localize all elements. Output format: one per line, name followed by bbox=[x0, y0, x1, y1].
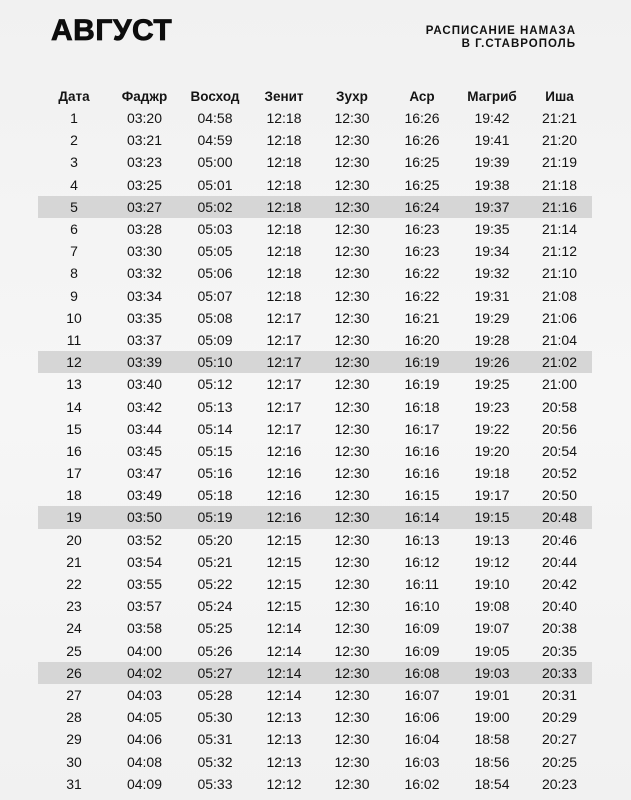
cell-isha: 20:27 bbox=[541, 731, 578, 748]
cell-asr: 16:19 bbox=[404, 354, 440, 371]
cell-asr: 16:12 bbox=[404, 553, 440, 570]
cell-sunrise: 05:27 bbox=[197, 664, 233, 681]
cell-dhuhr: 12:30 bbox=[334, 642, 370, 659]
cell-date: 21 bbox=[66, 553, 82, 570]
cell-isha: 20:44 bbox=[541, 553, 578, 570]
cell-dhuhr: 12:30 bbox=[334, 442, 370, 459]
table-row bbox=[38, 595, 592, 617]
cell-sunrise: 05:13 bbox=[197, 398, 233, 415]
cell-isha: 21:20 bbox=[541, 132, 578, 149]
cell-date: 17 bbox=[66, 465, 82, 482]
cell-sunrise: 05:08 bbox=[197, 309, 233, 326]
table-row bbox=[38, 373, 592, 395]
cell-sunrise: 05:18 bbox=[197, 487, 233, 504]
prayer-times-table bbox=[38, 85, 592, 795]
cell-asr: 16:23 bbox=[404, 243, 440, 260]
cell-sunrise: 05:26 bbox=[197, 642, 233, 659]
column-header-sunrise: Восход bbox=[190, 88, 240, 104]
cell-maghrib: 19:29 bbox=[474, 309, 510, 326]
table-row bbox=[38, 440, 592, 462]
cell-isha: 20:25 bbox=[541, 753, 578, 770]
cell-date: 13 bbox=[66, 376, 82, 393]
cell-dhuhr: 12:30 bbox=[334, 775, 370, 792]
cell-maghrib: 19:28 bbox=[474, 331, 510, 348]
cell-maghrib: 19:23 bbox=[474, 398, 510, 415]
cell-isha: 20:56 bbox=[541, 420, 578, 437]
cell-zenith: 12:14 bbox=[266, 664, 302, 681]
cell-date: 8 bbox=[70, 265, 78, 282]
cell-sunrise: 05:33 bbox=[197, 775, 233, 792]
cell-asr: 16:26 bbox=[404, 132, 440, 149]
cell-fajr: 04:06 bbox=[126, 731, 163, 748]
cell-asr: 16:17 bbox=[404, 420, 440, 437]
cell-isha: 20:23 bbox=[541, 775, 578, 792]
cell-fajr: 03:44 bbox=[126, 420, 163, 437]
cell-isha: 21:18 bbox=[541, 176, 578, 193]
cell-asr: 16:14 bbox=[404, 509, 440, 526]
cell-dhuhr: 12:30 bbox=[334, 465, 370, 482]
cell-zenith: 12:15 bbox=[266, 531, 302, 548]
cell-maghrib: 19:22 bbox=[474, 420, 510, 437]
cell-maghrib: 19:20 bbox=[474, 442, 510, 459]
cell-maghrib: 18:58 bbox=[474, 731, 510, 748]
cell-asr: 16:19 bbox=[404, 376, 440, 393]
cell-dhuhr: 12:30 bbox=[334, 509, 370, 526]
cell-isha: 20:42 bbox=[541, 576, 578, 593]
cell-asr: 16:21 bbox=[404, 309, 440, 326]
cell-date: 22 bbox=[66, 576, 82, 593]
cell-isha: 20:33 bbox=[541, 664, 578, 681]
table-row bbox=[38, 551, 592, 573]
cell-sunrise: 05:14 bbox=[197, 420, 233, 437]
cell-asr: 16:07 bbox=[404, 686, 440, 703]
cell-zenith: 12:14 bbox=[266, 686, 302, 703]
cell-date: 29 bbox=[66, 731, 82, 748]
cell-maghrib: 19:01 bbox=[474, 686, 510, 703]
table-header-row bbox=[38, 85, 592, 107]
cell-isha: 21:16 bbox=[541, 198, 578, 215]
cell-isha: 21:19 bbox=[541, 154, 578, 171]
cell-isha: 20:38 bbox=[541, 620, 578, 637]
cell-dhuhr: 12:30 bbox=[334, 309, 370, 326]
cell-fajr: 04:02 bbox=[126, 664, 163, 681]
cell-fajr: 04:09 bbox=[126, 775, 163, 792]
table-row bbox=[38, 684, 592, 706]
cell-asr: 16:08 bbox=[404, 664, 440, 681]
cell-zenith: 12:13 bbox=[266, 753, 302, 770]
cell-date: 30 bbox=[66, 753, 82, 770]
cell-date: 25 bbox=[66, 642, 82, 659]
cell-sunrise: 05:19 bbox=[197, 509, 233, 526]
cell-dhuhr: 12:30 bbox=[334, 664, 370, 681]
cell-fajr: 03:50 bbox=[126, 509, 163, 526]
cell-date: 15 bbox=[66, 420, 82, 437]
cell-asr: 16:24 bbox=[404, 198, 440, 215]
cell-fajr: 03:39 bbox=[126, 354, 163, 371]
table-row bbox=[38, 640, 592, 662]
cell-asr: 16:03 bbox=[404, 753, 440, 770]
cell-zenith: 12:15 bbox=[266, 553, 302, 570]
cell-fajr: 03:54 bbox=[126, 553, 163, 570]
table-row bbox=[38, 418, 592, 440]
cell-zenith: 12:18 bbox=[266, 154, 302, 171]
cell-dhuhr: 12:30 bbox=[334, 731, 370, 748]
cell-asr: 16:04 bbox=[404, 731, 440, 748]
cell-maghrib: 19:08 bbox=[474, 598, 510, 615]
cell-fajr: 03:28 bbox=[126, 221, 163, 238]
cell-zenith: 12:15 bbox=[266, 576, 302, 593]
cell-sunrise: 05:01 bbox=[197, 176, 233, 193]
cell-fajr: 03:52 bbox=[126, 531, 163, 548]
cell-asr: 16:02 bbox=[404, 775, 440, 792]
cell-maghrib: 19:35 bbox=[474, 221, 510, 238]
cell-sunrise: 05:16 bbox=[197, 465, 233, 482]
cell-isha: 21:06 bbox=[541, 309, 578, 326]
cell-isha: 21:21 bbox=[541, 110, 578, 127]
cell-date: 7 bbox=[70, 243, 78, 260]
cell-zenith: 12:17 bbox=[266, 309, 302, 326]
cell-sunrise: 05:00 bbox=[197, 154, 233, 171]
cell-dhuhr: 12:30 bbox=[334, 354, 370, 371]
table-row bbox=[38, 285, 592, 307]
cell-zenith: 12:15 bbox=[266, 598, 302, 615]
cell-maghrib: 19:42 bbox=[474, 110, 510, 127]
table-row bbox=[38, 129, 592, 151]
column-header-zenith: Зенит bbox=[264, 88, 304, 104]
cell-zenith: 12:17 bbox=[266, 376, 302, 393]
cell-sunrise: 05:22 bbox=[197, 576, 233, 593]
cell-asr: 16:23 bbox=[404, 221, 440, 238]
table-row bbox=[38, 174, 592, 196]
cell-isha: 20:35 bbox=[541, 642, 578, 659]
cell-date: 2 bbox=[70, 132, 78, 149]
cell-maghrib: 18:54 bbox=[474, 775, 510, 792]
cell-sunrise: 05:31 bbox=[197, 731, 233, 748]
cell-sunrise: 05:28 bbox=[197, 686, 233, 703]
cell-date: 26 bbox=[66, 664, 82, 681]
cell-zenith: 12:14 bbox=[266, 620, 302, 637]
column-header-fajr: Фаджр bbox=[121, 88, 168, 104]
cell-isha: 21:10 bbox=[541, 265, 578, 282]
table-row bbox=[38, 240, 592, 262]
column-header-isha: Иша bbox=[545, 88, 574, 104]
table-row bbox=[38, 573, 592, 595]
cell-date: 1 bbox=[70, 110, 78, 127]
column-header-dhuhr: Зухр bbox=[336, 88, 368, 104]
cell-dhuhr: 12:30 bbox=[334, 420, 370, 437]
table-row bbox=[38, 462, 592, 484]
cell-zenith: 12:16 bbox=[266, 487, 302, 504]
cell-zenith: 12:17 bbox=[266, 398, 302, 415]
cell-maghrib: 19:13 bbox=[474, 531, 510, 548]
cell-maghrib: 19:10 bbox=[474, 576, 510, 593]
cell-fajr: 03:47 bbox=[126, 465, 163, 482]
cell-fajr: 03:55 bbox=[126, 576, 163, 593]
cell-maghrib: 19:12 bbox=[474, 553, 510, 570]
cell-zenith: 12:17 bbox=[266, 420, 302, 437]
cell-zenith: 12:18 bbox=[266, 132, 302, 149]
cell-fajr: 03:25 bbox=[126, 176, 163, 193]
table-row bbox=[38, 329, 592, 351]
cell-maghrib: 19:17 bbox=[474, 487, 510, 504]
cell-dhuhr: 12:30 bbox=[334, 221, 370, 238]
cell-maghrib: 19:41 bbox=[474, 132, 510, 149]
column-header-asr: Аср bbox=[409, 88, 435, 104]
cell-maghrib: 19:37 bbox=[474, 198, 510, 215]
cell-isha: 20:54 bbox=[541, 442, 578, 459]
cell-fajr: 03:30 bbox=[126, 243, 163, 260]
cell-zenith: 12:18 bbox=[266, 110, 302, 127]
cell-sunrise: 05:05 bbox=[197, 243, 233, 260]
cell-isha: 20:58 bbox=[541, 398, 578, 415]
cell-fajr: 03:35 bbox=[126, 309, 163, 326]
cell-asr: 16:25 bbox=[404, 176, 440, 193]
cell-date: 24 bbox=[66, 620, 82, 637]
cell-date: 11 bbox=[66, 331, 82, 348]
month-title: АВГУСТ bbox=[51, 14, 173, 47]
cell-isha: 20:50 bbox=[541, 487, 578, 504]
cell-dhuhr: 12:30 bbox=[334, 198, 370, 215]
cell-maghrib: 19:26 bbox=[474, 354, 510, 371]
cell-asr: 16:09 bbox=[404, 642, 440, 659]
cell-dhuhr: 12:30 bbox=[334, 132, 370, 149]
cell-date: 23 bbox=[66, 598, 82, 615]
table-row bbox=[38, 728, 592, 750]
cell-asr: 16:09 bbox=[404, 620, 440, 637]
schedule-subtitle bbox=[426, 25, 576, 51]
cell-fajr: 03:42 bbox=[126, 398, 163, 415]
cell-fajr: 04:03 bbox=[126, 686, 163, 703]
cell-maghrib: 19:07 bbox=[474, 620, 510, 637]
cell-dhuhr: 12:30 bbox=[334, 398, 370, 415]
table-row bbox=[38, 529, 592, 551]
cell-dhuhr: 12:30 bbox=[334, 531, 370, 548]
table-row bbox=[38, 484, 592, 506]
cell-sunrise: 04:59 bbox=[197, 132, 233, 149]
cell-asr: 16:06 bbox=[404, 709, 440, 726]
cell-zenith: 12:18 bbox=[266, 198, 302, 215]
cell-dhuhr: 12:30 bbox=[334, 620, 370, 637]
cell-isha: 20:31 bbox=[541, 686, 578, 703]
cell-dhuhr: 12:30 bbox=[334, 176, 370, 193]
cell-date: 4 bbox=[70, 176, 78, 193]
cell-date: 14 bbox=[66, 398, 82, 415]
cell-isha: 21:08 bbox=[541, 287, 578, 304]
cell-sunrise: 05:06 bbox=[197, 265, 233, 282]
cell-sunrise: 05:21 bbox=[197, 553, 233, 570]
cell-isha: 20:29 bbox=[541, 709, 578, 726]
cell-maghrib: 19:18 bbox=[474, 465, 510, 482]
cell-fajr: 03:23 bbox=[126, 154, 163, 171]
cell-sunrise: 05:20 bbox=[197, 531, 233, 548]
cell-isha: 21:12 bbox=[541, 243, 578, 260]
cell-sunrise: 05:32 bbox=[197, 753, 233, 770]
cell-date: 5 bbox=[70, 198, 78, 215]
cell-sunrise: 05:25 bbox=[197, 620, 233, 637]
cell-zenith: 12:18 bbox=[266, 243, 302, 260]
subtitle-line-1: РАСПИСАНИЕ НАМАЗА bbox=[425, 25, 576, 37]
cell-date: 20 bbox=[66, 531, 82, 548]
cell-isha: 21:02 bbox=[541, 354, 578, 371]
cell-fajr: 04:08 bbox=[126, 753, 163, 770]
cell-maghrib: 19:05 bbox=[474, 642, 510, 659]
cell-isha: 20:46 bbox=[541, 531, 578, 548]
cell-dhuhr: 12:30 bbox=[334, 287, 370, 304]
cell-fajr: 03:32 bbox=[126, 265, 163, 282]
cell-dhuhr: 12:30 bbox=[334, 331, 370, 348]
table-row bbox=[38, 262, 592, 284]
cell-dhuhr: 12:30 bbox=[334, 553, 370, 570]
table-row bbox=[38, 218, 592, 240]
cell-fajr: 03:58 bbox=[126, 620, 163, 637]
cell-zenith: 12:18 bbox=[266, 287, 302, 304]
cell-zenith: 12:18 bbox=[266, 265, 302, 282]
cell-date: 18 bbox=[66, 487, 82, 504]
cell-maghrib: 19:34 bbox=[474, 243, 510, 260]
cell-sunrise: 05:03 bbox=[197, 221, 233, 238]
cell-dhuhr: 12:30 bbox=[334, 709, 370, 726]
cell-maghrib: 19:15 bbox=[474, 509, 510, 526]
cell-fajr: 03:57 bbox=[126, 598, 163, 615]
cell-maghrib: 18:56 bbox=[474, 753, 510, 770]
cell-zenith: 12:17 bbox=[266, 354, 302, 371]
cell-asr: 16:22 bbox=[404, 287, 440, 304]
cell-date: 6 bbox=[70, 221, 78, 238]
table-row-highlighted bbox=[38, 662, 592, 684]
table-row-highlighted bbox=[38, 506, 592, 528]
cell-sunrise: 05:09 bbox=[197, 331, 233, 348]
cell-date: 12 bbox=[66, 354, 82, 371]
cell-isha: 21:00 bbox=[541, 376, 578, 393]
cell-sunrise: 05:10 bbox=[197, 354, 233, 371]
cell-isha: 20:52 bbox=[541, 465, 578, 482]
cell-maghrib: 19:03 bbox=[474, 664, 510, 681]
cell-sunrise: 05:24 bbox=[197, 598, 233, 615]
cell-dhuhr: 12:30 bbox=[334, 753, 370, 770]
column-header-date: Дата bbox=[58, 88, 90, 104]
cell-isha: 21:04 bbox=[541, 331, 578, 348]
cell-fajr: 03:21 bbox=[126, 132, 163, 149]
cell-dhuhr: 12:30 bbox=[334, 110, 370, 127]
cell-asr: 16:15 bbox=[404, 487, 440, 504]
cell-zenith: 12:16 bbox=[266, 509, 302, 526]
cell-dhuhr: 12:30 bbox=[334, 576, 370, 593]
table-body bbox=[38, 107, 592, 795]
cell-zenith: 12:16 bbox=[266, 465, 302, 482]
cell-fajr: 04:00 bbox=[126, 642, 163, 659]
table-row bbox=[38, 307, 592, 329]
cell-date: 28 bbox=[66, 709, 82, 726]
cell-date: 9 bbox=[70, 287, 78, 304]
cell-zenith: 12:18 bbox=[266, 221, 302, 238]
cell-asr: 16:13 bbox=[404, 531, 440, 548]
cell-maghrib: 19:00 bbox=[474, 709, 510, 726]
cell-maghrib: 19:31 bbox=[474, 287, 510, 304]
table-row bbox=[38, 750, 592, 772]
cell-isha: 21:14 bbox=[541, 221, 578, 238]
cell-asr: 16:22 bbox=[404, 265, 440, 282]
cell-asr: 16:25 bbox=[404, 154, 440, 171]
cell-dhuhr: 12:30 bbox=[334, 598, 370, 615]
subtitle-line-2: В Г.СТАВРОПОЛЬ bbox=[461, 38, 576, 50]
cell-zenith: 12:13 bbox=[266, 709, 302, 726]
table-row-highlighted bbox=[38, 196, 592, 218]
cell-dhuhr: 12:30 bbox=[334, 154, 370, 171]
table-row bbox=[38, 773, 592, 795]
cell-asr: 16:16 bbox=[404, 465, 440, 482]
table-row bbox=[38, 107, 592, 129]
cell-date: 3 bbox=[70, 154, 78, 171]
cell-date: 27 bbox=[66, 686, 82, 703]
cell-sunrise: 05:30 bbox=[197, 709, 233, 726]
table-row bbox=[38, 395, 592, 417]
column-header-maghrib: Магриб bbox=[467, 88, 517, 104]
table-row bbox=[38, 706, 592, 728]
cell-asr: 16:18 bbox=[404, 398, 440, 415]
cell-dhuhr: 12:30 bbox=[334, 376, 370, 393]
cell-asr: 16:16 bbox=[404, 442, 440, 459]
cell-isha: 20:40 bbox=[541, 598, 578, 615]
cell-sunrise: 05:02 bbox=[197, 198, 233, 215]
cell-fajr: 03:27 bbox=[126, 198, 163, 215]
cell-maghrib: 19:32 bbox=[474, 265, 510, 282]
cell-sunrise: 05:12 bbox=[197, 376, 233, 393]
cell-asr: 16:20 bbox=[404, 331, 440, 348]
cell-fajr: 03:20 bbox=[126, 110, 163, 127]
cell-asr: 16:11 bbox=[405, 576, 439, 593]
cell-isha: 20:48 bbox=[541, 509, 578, 526]
cell-zenith: 12:14 bbox=[266, 642, 302, 659]
cell-maghrib: 19:39 bbox=[474, 154, 510, 171]
cell-asr: 16:26 bbox=[404, 110, 440, 127]
table-row bbox=[38, 151, 592, 173]
table-row-highlighted bbox=[38, 351, 592, 373]
cell-zenith: 12:16 bbox=[266, 442, 302, 459]
cell-date: 10 bbox=[66, 309, 82, 326]
cell-dhuhr: 12:30 bbox=[334, 265, 370, 282]
cell-sunrise: 05:07 bbox=[197, 287, 233, 304]
cell-fajr: 03:34 bbox=[126, 287, 163, 304]
cell-fajr: 04:05 bbox=[126, 709, 163, 726]
cell-fajr: 03:40 bbox=[126, 376, 163, 393]
cell-sunrise: 05:15 bbox=[197, 442, 233, 459]
cell-date: 16 bbox=[66, 442, 82, 459]
cell-zenith: 12:17 bbox=[266, 331, 302, 348]
table-row bbox=[38, 617, 592, 639]
cell-zenith: 12:12 bbox=[266, 775, 302, 792]
cell-date: 19 bbox=[66, 509, 82, 526]
cell-date: 31 bbox=[66, 775, 82, 792]
cell-zenith: 12:18 bbox=[266, 176, 302, 193]
cell-maghrib: 19:38 bbox=[474, 176, 510, 193]
cell-maghrib: 19:25 bbox=[474, 376, 510, 393]
cell-fajr: 03:37 bbox=[126, 331, 163, 348]
cell-fajr: 03:45 bbox=[126, 442, 163, 459]
cell-dhuhr: 12:30 bbox=[334, 686, 370, 703]
cell-sunrise: 04:58 bbox=[197, 110, 233, 127]
cell-dhuhr: 12:30 bbox=[334, 487, 370, 504]
cell-asr: 16:10 bbox=[404, 598, 440, 615]
cell-fajr: 03:49 bbox=[126, 487, 163, 504]
cell-zenith: 12:13 bbox=[266, 731, 302, 748]
cell-dhuhr: 12:30 bbox=[334, 243, 370, 260]
